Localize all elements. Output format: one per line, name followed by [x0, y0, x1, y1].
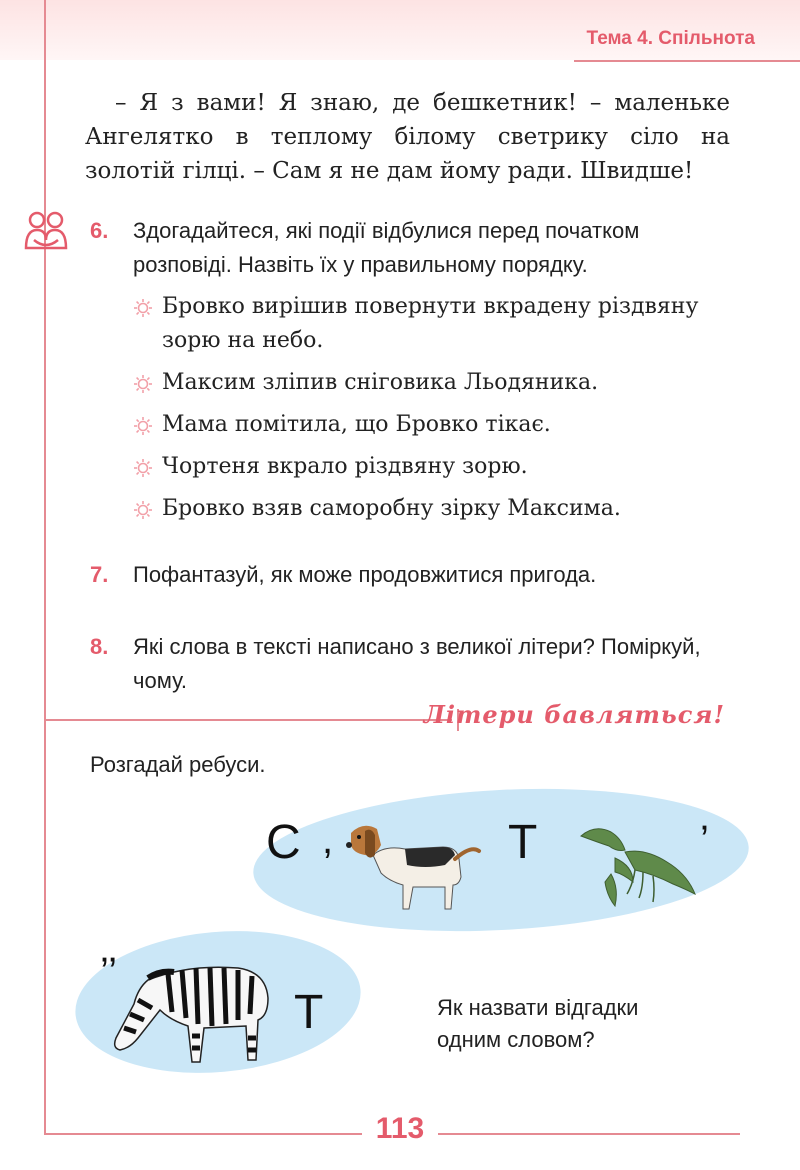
- event-text: Максим зліпив сніговика Льодяника.: [162, 370, 599, 395]
- rebus-comma: ,: [322, 818, 334, 862]
- task-number: 8.: [90, 634, 109, 659]
- section-rule: [44, 719, 452, 721]
- sun-bullet-icon: [133, 298, 153, 318]
- list-item: [133, 290, 733, 358]
- list-item: [133, 450, 733, 484]
- footer-rule: [44, 1133, 362, 1135]
- event-text: Бровко взяв саморобну зірку Максима.: [162, 496, 621, 521]
- rebus-task: Розгадай ребуси.: [90, 752, 266, 777]
- task-7: [0, 558, 800, 598]
- rebus-apostrophe: ’: [700, 818, 709, 862]
- zebra-icon: [108, 950, 278, 1070]
- rebus-quote: ’’: [100, 950, 118, 994]
- task-text: Здогадайтеся, які події відбулися перед початком розповіді. Назвіть їх у правильному порядку.: [133, 218, 640, 277]
- crayfish-icon: [575, 822, 705, 912]
- sun-bullet-icon: [133, 458, 153, 478]
- footer-rule: [438, 1133, 740, 1135]
- events-list: [133, 290, 733, 534]
- rebus-letter: Т: [294, 986, 324, 1039]
- event-text: Бровко вирішив повернути вкрадену різдвяну зорю на небо.: [162, 294, 699, 353]
- task-number: 7.: [90, 562, 109, 587]
- list-item: [133, 492, 733, 526]
- task-8: [0, 630, 800, 700]
- rebus-letter: Т: [508, 816, 538, 869]
- sun-bullet-icon: [133, 416, 153, 436]
- sun-bullet-icon: [133, 500, 153, 520]
- theme-title: Тема 4. Спільнота: [586, 28, 755, 49]
- header-rule: [574, 60, 800, 62]
- task-6: [0, 214, 800, 284]
- list-item: [133, 408, 733, 442]
- event-text: Мама помітила, що Бровко тікає.: [162, 412, 551, 437]
- dog-icon: [345, 815, 485, 915]
- task-number: 6.: [90, 218, 109, 243]
- task-text: Пофантазуй, як може продовжитися пригода.: [133, 562, 597, 587]
- story-paragraph: – Я з вами! Я знаю, де бешкетник! – маленьке Ангелятко в теплому білому светрику сіло на золотій гілці. – Сам я не дам йому ради. Швидше!: [85, 90, 730, 184]
- sun-bullet-icon: [133, 374, 153, 394]
- event-text: Чортеня вкрало різдвяну зорю.: [162, 454, 528, 479]
- page-number: 113: [375, 1112, 425, 1145]
- section-title: Літери бавляться!: [423, 700, 725, 729]
- list-item: [133, 366, 733, 400]
- task-text: Які слова в тексті написано з великої літери? Поміркуй, чому.: [133, 634, 701, 693]
- rebus-question: Як назвати відгадки одним словом?: [437, 995, 639, 1052]
- rebus-letter: С: [266, 816, 301, 869]
